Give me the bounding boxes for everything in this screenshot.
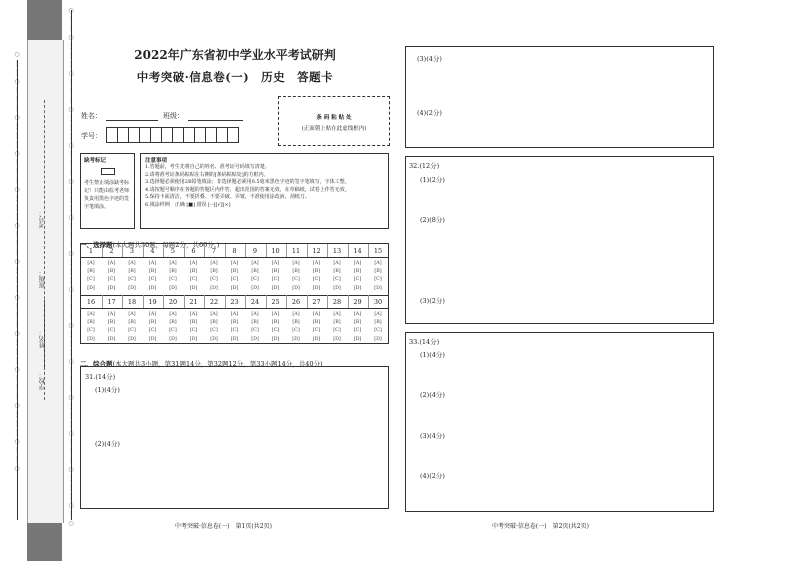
answer-bubble[interactable]: [D] — [189, 285, 198, 291]
question-number: 17 — [107, 298, 116, 306]
question-number: 19 — [148, 298, 157, 306]
question-number: 14 — [353, 247, 362, 255]
answer-bubble[interactable]: [C] — [312, 277, 321, 283]
answer-bubble[interactable]: [C] — [292, 328, 300, 334]
barcode-subtitle: (正面朝上贴在此虚线框内) — [301, 126, 367, 132]
class-field-label: 班级： — [163, 112, 184, 120]
answer-bubble[interactable]: [C] — [251, 277, 259, 283]
answer-bubble[interactable]: [B] — [189, 269, 198, 275]
grid-col-line — [143, 244, 144, 257]
answer-bubble[interactable]: [B] — [210, 269, 218, 275]
answer-bubble[interactable]: [C] — [148, 328, 157, 334]
answer-bubble[interactable]: [B] — [251, 320, 259, 326]
answer-bubble[interactable]: [D] — [169, 336, 177, 342]
answer-bubble[interactable]: [D] — [128, 336, 136, 342]
id-field-label: 学号： — [81, 132, 102, 140]
notes-title: 注意事项 — [145, 158, 168, 164]
answer-bubble[interactable]: [D] — [292, 336, 300, 342]
answer-bubble[interactable]: [D] — [210, 285, 218, 291]
grid-col-line — [327, 295, 328, 308]
answer-bubble[interactable]: [B] — [230, 269, 239, 275]
answer-bubble[interactable]: [B] — [128, 269, 136, 275]
question-number: 10 — [271, 247, 280, 255]
answer-bubble[interactable]: [A] — [189, 312, 198, 317]
notes-item: 3.选择题必须使用2B铅笔填涂；非选择题必须用0.5毫米黑色字迹的签字笔填写，字体工整。 — [145, 179, 350, 185]
answer-bubble[interactable]: [A] — [251, 261, 259, 266]
answer-bubble[interactable]: [A] — [210, 261, 218, 266]
answer-bubble[interactable]: [A] — [251, 312, 259, 317]
answer-bubble[interactable]: [C] — [107, 328, 116, 334]
question-number: 29 — [353, 298, 362, 306]
answer-bubble[interactable]: [D] — [210, 336, 218, 342]
grid-col-line — [184, 295, 185, 308]
grid-header-line — [81, 257, 388, 258]
answer-bubble[interactable]: [D] — [251, 285, 259, 291]
answer-bubble[interactable]: [B] — [292, 269, 300, 275]
answer-bubble[interactable]: [D] — [189, 336, 198, 342]
answer-bubble[interactable]: [B] — [230, 320, 239, 326]
answer-bubble[interactable]: [D] — [87, 285, 95, 291]
answer-bubble[interactable]: [B] — [251, 269, 259, 275]
answer-bubble[interactable]: [D] — [374, 285, 382, 291]
grid-col-line — [143, 295, 144, 308]
binding-line-right — [71, 10, 72, 520]
q32-part-3: (3)(2分) — [420, 297, 445, 305]
question-number: 8 — [232, 247, 237, 255]
answer-bubble[interactable]: [A] — [169, 312, 177, 317]
answer-bubble[interactable]: [A] — [312, 312, 321, 317]
answer-bubble[interactable]: [D] — [148, 285, 157, 291]
answer-bubble[interactable]: [B] — [87, 320, 95, 326]
answer-bubble[interactable]: [A] — [230, 261, 239, 266]
answer-bubble[interactable]: [D] — [333, 285, 341, 291]
answer-bubble[interactable]: [A] — [374, 261, 382, 266]
grid-col-line — [102, 244, 103, 257]
answer-bubble[interactable]: [B] — [87, 269, 95, 275]
question-number: 27 — [312, 298, 321, 306]
question-number: 28 — [332, 298, 342, 306]
school-label: 学校： — [39, 372, 46, 390]
answer-bubble[interactable]: [C] — [169, 328, 177, 334]
q31-title: 31.(14分) — [85, 373, 116, 381]
q31-part-2: (2)(4分) — [95, 440, 120, 448]
grid-col-line — [163, 295, 164, 308]
q32-answer-area[interactable] — [405, 156, 714, 324]
question-number: 2 — [109, 247, 114, 255]
q33-answer-area[interactable] — [405, 332, 714, 512]
section1-desc: (本大题共30题，每题2分，共60分。) — [112, 241, 220, 249]
binding-bottom-block — [27, 523, 62, 561]
question-number: 23 — [230, 298, 239, 306]
notes-item: 5.保持卡面清洁，不要折叠、不要弄破、弄皱，不准使用涂改液、刮纸刀。 — [145, 194, 310, 200]
grid-col-line — [122, 244, 123, 257]
answer-bubble[interactable]: [B] — [271, 320, 280, 326]
answer-bubble[interactable]: [C] — [230, 277, 239, 283]
answer-bubble[interactable]: [A] — [230, 312, 239, 317]
grid-col-line — [286, 244, 287, 257]
question-number: 12 — [312, 247, 321, 255]
page-title: 2022年广东省初中学业水平考试研判 — [134, 48, 336, 62]
answer-bubble[interactable]: [C] — [333, 277, 341, 283]
section2-title: 二、综合题 — [80, 360, 113, 368]
answer-bubble[interactable]: [B] — [169, 269, 177, 275]
section2-desc: (本大题共3小题，第31题14分，第32题12分，第33小题14分，共40分) — [112, 360, 323, 368]
barcode-title: 条 码 粘 贴 处 — [316, 115, 352, 121]
absent-checkbox[interactable] — [101, 168, 115, 175]
binding-line-left — [17, 60, 18, 520]
answer-bubble[interactable]: [A] — [271, 261, 280, 266]
q31-answer-area[interactable] — [80, 366, 389, 509]
seal-dots-right: ○ ⋮ ⋮ ○ ⋮ ⋮ ⋮ ○ ⋮ ⋮ ⋮ ○ ⋮ ⋮ ⋮ ○ ⋮ ⋮ ⋮ ○ ⋮ ⋮ ⋮ ○ ⋮ ⋮ ⋮ ○ ⋮ ⋮ ⋮ ○ ⋮ ⋮ ⋮ ○ ⋮ ⋮ ⋮ ○ ⋮ ⋮ ⋮ ○ ⋮ ⋮ ⋮ ○ ⋮ ⋮ ⋮ ○ ⋮ ⋮ ⋮ ○ ⋮ ○ — [68, 7, 74, 527]
notes-item: 4.请按题号顺序在各题的答题区内作答，超出范围的答案无效，在草稿纸、试卷上作答无效。 — [145, 186, 350, 193]
answer-bubble[interactable]: [C] — [251, 328, 259, 334]
answer-bubble[interactable]: [C] — [128, 277, 136, 283]
answer-bubble[interactable]: [D] — [107, 336, 116, 342]
grid-col-line — [307, 244, 308, 257]
grid-col-line — [245, 244, 246, 257]
answer-bubble[interactable]: [A] — [128, 312, 136, 317]
answer-bubble[interactable]: [A] — [87, 261, 95, 266]
answer-bubble[interactable]: [A] — [169, 261, 177, 266]
q33-title: 33.(14分) — [409, 338, 440, 346]
binding-field-line — [44, 100, 45, 400]
question-number: 18 — [127, 298, 137, 306]
grid-col-line — [266, 244, 267, 257]
answer-bubble[interactable]: [B] — [148, 269, 157, 275]
answer-bubble[interactable]: [A] — [189, 261, 198, 266]
answer-bubble[interactable]: [D] — [271, 285, 280, 291]
answer-bubble[interactable]: [A] — [353, 312, 362, 317]
answer-bubble[interactable]: [D] — [312, 285, 321, 291]
question-number: 21 — [189, 298, 198, 306]
q33-part-4: (4)(2分) — [420, 472, 445, 480]
answer-bubble[interactable]: [C] — [87, 328, 95, 334]
answer-bubble[interactable]: [B] — [210, 320, 218, 326]
question-number: 6 — [191, 247, 196, 255]
choice-grid — [80, 243, 389, 344]
section1-title: 一、选择题 — [80, 241, 113, 249]
answer-bubble[interactable]: [D] — [292, 285, 300, 291]
grid-col-line — [225, 295, 226, 308]
grid-col-line — [368, 295, 369, 308]
name-label: 姓名： — [39, 330, 46, 348]
answer-bubble[interactable]: [A] — [148, 261, 157, 266]
grid-header-line — [81, 308, 388, 309]
answer-bubble[interactable]: [A] — [148, 312, 157, 317]
answer-bubble[interactable]: [D] — [374, 336, 382, 342]
question-number: 13 — [332, 247, 342, 255]
question-number: 26 — [291, 298, 301, 306]
q33-part-1: (1)(4分) — [420, 351, 445, 359]
name-field-label: 姓名： — [81, 112, 102, 120]
seal-dots-left: ○ ⋮ ⋮ ○ ⋮ ⋮ ⋮ ○ ⋮ ⋮ ⋮ ○ ⋮ ⋮ ⋮ ○ ⋮ ⋮ ⋮ ○ ⋮ ⋮ ⋮ ○ ⋮ ⋮ ⋮ ○ ⋮ ⋮ ⋮ ○ ⋮ ⋮ ⋮ ○ ⋮ ⋮ ⋮ ○ ⋮ ⋮ ⋮ ○ ⋮ ⋮ ○ — [14, 51, 20, 472]
answer-bubble[interactable]: [B] — [169, 320, 177, 326]
answer-bubble[interactable]: [A] — [128, 261, 136, 266]
grid-col-line — [225, 244, 226, 257]
answer-bubble[interactable]: [C] — [148, 277, 157, 283]
answer-bubble[interactable]: [A] — [210, 312, 218, 317]
answer-bubble[interactable]: [B] — [312, 269, 321, 275]
notes-item: 2.请将准考证条码粘贴在右侧的[条码粘贴处]的方框内。 — [145, 171, 269, 178]
q31-part-1: (1)(4分) — [95, 386, 120, 394]
answer-bubble[interactable]: [C] — [87, 277, 95, 283]
question-number: 11 — [291, 247, 301, 255]
answer-bubble[interactable]: [C] — [128, 328, 136, 334]
answer-bubble[interactable]: [C] — [230, 328, 239, 334]
answer-bubble[interactable]: [A] — [107, 312, 116, 317]
answer-bubble[interactable]: [C] — [107, 277, 116, 283]
absent-title: 缺考标记 — [84, 158, 107, 164]
answer-bubble[interactable]: [A] — [333, 261, 341, 266]
answer-bubble[interactable]: [A] — [312, 261, 321, 266]
absent-text: 考生禁止填涂缺考标记！只能由监考老师负责用黑色字迹的签字笔填涂。 — [84, 180, 130, 210]
grid-col-line — [266, 295, 267, 308]
answer-bubble[interactable]: [C] — [210, 277, 218, 283]
answer-bubble[interactable]: [D] — [312, 336, 321, 342]
answer-bubble[interactable]: [C] — [169, 277, 177, 283]
footer-page-1: 中考突破·信息卷(一) 第1页(共2页) — [175, 523, 272, 530]
answer-bubble[interactable]: [A] — [271, 312, 280, 317]
notes-box — [140, 153, 389, 229]
answer-bubble[interactable]: [B] — [128, 320, 136, 326]
answer-bubble[interactable]: [B] — [271, 269, 280, 275]
grid-col-line — [348, 295, 349, 308]
answer-bubble[interactable]: [D] — [169, 285, 177, 291]
question-number: 9 — [252, 247, 258, 255]
answer-bubble[interactable]: [C] — [353, 277, 362, 283]
class-field[interactable] — [188, 120, 243, 121]
grid-col-line — [184, 244, 185, 257]
answer-bubble[interactable]: [D] — [353, 336, 362, 342]
answer-bubble[interactable]: [C] — [353, 328, 362, 334]
q32-part-2: (2)(8分) — [420, 216, 445, 224]
answer-bubble[interactable]: [C] — [374, 277, 382, 283]
answer-bubble[interactable]: [D] — [128, 285, 136, 291]
notes-item: 1.答题前，考生先将自己的姓名、准考证号码填写清楚。 — [145, 164, 270, 170]
answer-bubble[interactable]: [B] — [189, 320, 198, 326]
answer-bubble[interactable]: [C] — [189, 328, 198, 334]
answer-bubble[interactable]: [D] — [271, 336, 280, 342]
answer-bubble[interactable]: [A] — [292, 312, 300, 317]
grid-col-line — [245, 295, 246, 308]
answer-bubble[interactable]: [A] — [353, 261, 362, 266]
answer-bubble[interactable]: [A] — [374, 312, 382, 317]
answer-bubble[interactable]: [B] — [374, 269, 382, 275]
grid-col-line — [204, 295, 205, 308]
absent-mark-box — [80, 153, 135, 229]
answer-bubble[interactable]: [C] — [189, 277, 198, 283]
answer-bubble[interactable]: [C] — [271, 277, 280, 283]
question-number: 22 — [209, 298, 219, 306]
answer-bubble[interactable]: [D] — [353, 285, 362, 291]
answer-bubble[interactable]: [B] — [107, 320, 116, 326]
answer-bubble[interactable]: [C] — [292, 277, 300, 283]
answer-bubble[interactable]: [D] — [148, 336, 157, 342]
question-number: 30 — [373, 298, 383, 306]
answer-bubble[interactable]: [B] — [333, 320, 341, 326]
exam-no-label: 考号： — [39, 210, 46, 228]
grid-col-line — [327, 244, 328, 257]
grid-col-line — [204, 244, 205, 257]
answer-bubble[interactable]: [A] — [292, 261, 300, 266]
grid-col-line — [102, 295, 103, 308]
answer-bubble[interactable]: [B] — [333, 269, 341, 275]
question-number: 3 — [129, 247, 135, 255]
question-number: 1 — [88, 247, 94, 255]
answer-bubble[interactable]: [C] — [333, 328, 341, 334]
q33-part-2: (2)(4分) — [420, 391, 445, 399]
q31-continued-area[interactable] — [405, 46, 714, 148]
answer-bubble[interactable]: [D] — [107, 285, 116, 291]
page-subtitle: 中考突破·信息卷(一) 历史 答题卡 — [136, 70, 334, 84]
answer-bubble[interactable]: [A] — [333, 312, 341, 317]
question-number: 7 — [211, 247, 217, 255]
question-number: 25 — [271, 298, 280, 306]
answer-bubble[interactable]: [B] — [292, 320, 300, 326]
binding-top-block — [27, 0, 62, 40]
question-number: 15 — [373, 247, 383, 255]
q33-part-3: (3)(4分) — [420, 432, 445, 440]
answer-bubble[interactable]: [C] — [312, 328, 321, 334]
barcode-area — [278, 96, 390, 146]
answer-bubble[interactable]: [B] — [374, 320, 382, 326]
grid-col-line — [163, 244, 164, 257]
answer-bubble[interactable]: [D] — [230, 336, 239, 342]
answer-bubble[interactable]: [B] — [148, 320, 157, 326]
answer-bubble[interactable]: [D] — [230, 285, 239, 291]
footer-page-2: 中考突破·信息卷(一) 第2页(共2页) — [492, 523, 589, 530]
notes-item: 6.填涂样例 正确 [■] 错误 [--][√][×] — [145, 201, 231, 208]
question-number: 4 — [150, 247, 155, 255]
grid-col-line — [122, 295, 123, 308]
answer-bubble[interactable]: [C] — [374, 328, 382, 334]
grid-col-line — [348, 244, 349, 257]
name-field[interactable] — [106, 120, 158, 121]
answer-bubble[interactable]: [C] — [210, 328, 218, 334]
answer-bubble[interactable]: [D] — [87, 336, 95, 342]
grid-row-separator — [81, 295, 388, 296]
question-number: 20 — [168, 298, 178, 306]
answer-bubble[interactable]: [B] — [353, 320, 362, 326]
question-number: 24 — [250, 298, 260, 306]
answer-bubble[interactable]: [C] — [271, 328, 280, 334]
q32-title: 32.(12分) — [409, 162, 440, 170]
answer-bubble[interactable]: [A] — [87, 312, 95, 317]
id-field-boxes[interactable] — [106, 127, 256, 143]
question-number: 16 — [86, 298, 96, 306]
q32-part-1: (1)(2分) — [420, 176, 445, 184]
grid-col-line — [307, 295, 308, 308]
answer-bubble[interactable]: [D] — [251, 336, 259, 342]
answer-bubble[interactable]: [B] — [107, 269, 116, 275]
q31-part-3: (3)(4分) — [417, 55, 442, 63]
grid-col-line — [286, 295, 287, 308]
q31-part-4: (4)(2分) — [417, 109, 442, 117]
answer-bubble[interactable]: [D] — [333, 336, 341, 342]
answer-bubble[interactable]: [A] — [107, 261, 116, 266]
answer-bubble[interactable]: [B] — [353, 269, 362, 275]
grid-col-line — [368, 244, 369, 257]
question-number: 5 — [170, 247, 176, 255]
answer-bubble[interactable]: [B] — [312, 320, 321, 326]
class-label: 班级： — [39, 270, 46, 288]
